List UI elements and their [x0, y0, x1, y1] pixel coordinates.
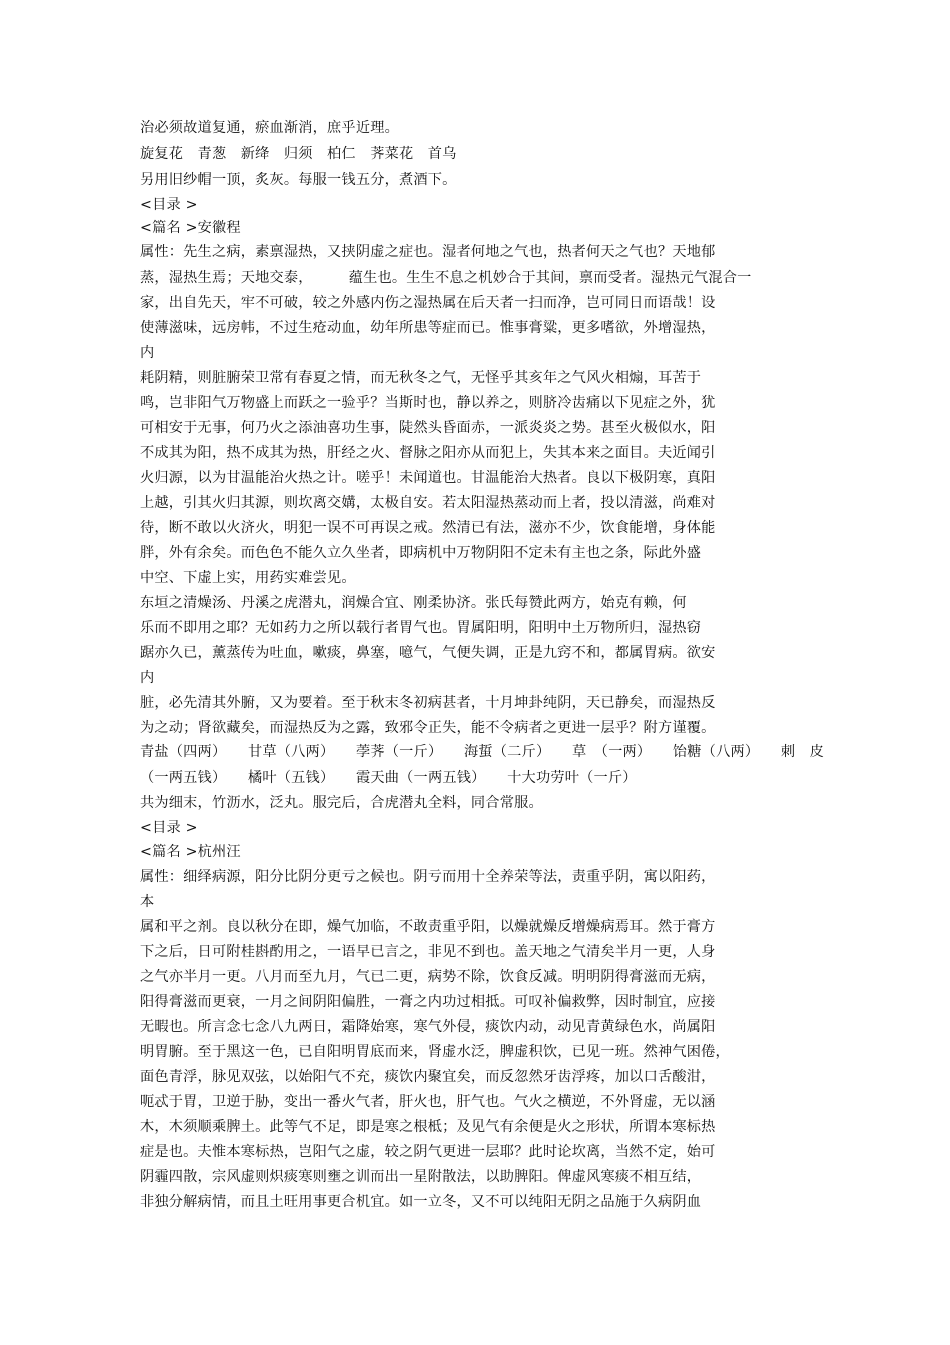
- text-line: 鸣，岂非阳气万物盛上而跃之一验乎？当斯时也，静以养之，则脐冷齿痛以下见症之外，犹: [140, 395, 716, 411]
- text-line: 属性：先生之病，素禀湿热，又挟阴虚之症也。湿者何地之气也，热者何天之气也？天地郁: [140, 244, 716, 260]
- text-line: 本: [140, 894, 155, 910]
- text-line: 之气亦半月一更。八月而至九月，气已二更，病势不除，饮食反减。明明阴得膏滋而无病，: [140, 969, 716, 985]
- text-line: 不成其为阳，热不成其为热，肝经之火、督脉之阳亦从而犯上，失其本来之面目。夫近闻引: [140, 445, 716, 461]
- text-line: 属性：细绎病源，阳分比阴分更亏之候也。阴亏而用十全养荣等法，责重乎阴，寓以阳药，: [140, 869, 716, 885]
- text-line: 下之后，日可附桂斟酌用之，一语早已言之，非见不到也。盖天地之气清矣半月一更，人身: [140, 944, 716, 960]
- text-line: 上越，引其火归其源，则坎离交媾，太极自安。若太阳湿热蒸动而上者，投以清滋，尚难对: [140, 495, 716, 511]
- text-line: 共为细末，竹沥水，泛丸。服完后，合虎潜丸全料，同合常服。: [140, 795, 543, 811]
- text-line: 中空、下虚上实，用药实难尝见。: [140, 570, 356, 586]
- text-line: 另用旧纱帽一顶，炙灰。每服一钱五分，煮酒下。: [140, 172, 457, 188]
- text-line: 面色青浮，脉见双弦，以始阳气不充，痰饮内聚宜矣，而反忽然牙齿浮疼，加以口舌酸泔，: [140, 1069, 716, 1085]
- text-line: 无暇也。所言念七念八九两日，霜降始寒，寒气外侵，痰饮内动，动见青黄绿色水，尚属阳: [140, 1019, 716, 1035]
- text-line: 旋复花 青葱 新绛 归须 柏仁 荠菜花 首乌: [140, 146, 457, 162]
- text-line: 乐而不即用之耶？无如药力之所以载行者胃气也。胃属阳明，阳明中土万物所归，湿热窃: [140, 620, 702, 636]
- text-line: 症是也。夫惟本寒标热，岂阳气之虚，较之阴气更进一层耶？此时论坎离，当然不定，始可: [140, 1144, 716, 1160]
- text-line: 火归源，以为甘温能治火热之计。嗟乎！未闻道也。甘温能治大热者。良以下极阴寒，真阳: [140, 470, 716, 486]
- text-line: 非独分解病情，而且土旺用事更合机宜。如一立冬，又不可以纯阳无阴之品施于久病阴血: [140, 1194, 702, 1210]
- text-line: 木，木须顺乘脾土。此等气不足，即是寒之根柢；及见气有余便是火之形状，所谓本寒标热: [140, 1119, 716, 1135]
- text-line: 踞亦久已，薰蒸传为吐血，嗽痰，鼻塞，噫气，气便失调，正是九窍不和，都属胃病。欲安: [140, 645, 716, 661]
- text-line: 可相安于无事，何乃火之添油喜功生事，陡然头昏面赤，一派炎炎之势。甚至火极似水，阳: [140, 420, 716, 436]
- text-line: 脏，必先清其外腑，又为要着。至于秋末冬初病甚者，十月坤卦纯阴，天已静矣，而湿热反: [140, 695, 716, 711]
- text-line: 为之动；肾欲藏矣，而湿热反为之露，致邪令正失，能不令病者之更进一层乎？附方谨覆。: [140, 720, 716, 736]
- ingredient-line: 青盐（四两） 甘草（八两） 荸荠（一斤） 海蜇（二斤） 草 （一两） 饴糖（八两） 刺 皮: [140, 744, 825, 760]
- text-line: 属和平之剂。良以秋分在即，燥气加临，不敢责重乎阳，以燥就燥反增燥病焉耳。然于膏方: [140, 919, 716, 935]
- toc-link[interactable]: <目录 >: [140, 197, 198, 213]
- text-line: 胖，外有余矣。而色色不能久立久坐者，即病机中万物阴阳不定未有主也之条，际此外盛: [140, 545, 702, 561]
- text-line: 呃忒于胃，卫逆于胁，变出一番火气者，肝火也，肝气也。气火之横逆，不外肾虚，无以涵: [140, 1094, 716, 1110]
- text-line: 耗阴精，则脏腑荣卫常有春夏之情，而无秋冬之气，无怪乎其亥年之气风火相煽，耳苦于: [140, 370, 702, 386]
- text-line: 东垣之清燥汤、丹溪之虎潜丸，润燥合宜、刚柔协济。张氏每赞此两方，始克有赖，何: [140, 595, 687, 611]
- text-line: 使薄滋味，远房帏，不过生疮动血，幼年所患等症而已。惟事膏粱，更多嗜欲，外增湿热，: [140, 320, 716, 336]
- section-title: <篇名 >杭州汪: [140, 844, 241, 860]
- toc-link[interactable]: <目录 >: [140, 820, 198, 836]
- text-line: 家，出自先天，牢不可破，较之外感内伤之湿热属在后天者一扫而净，岂可同日而语哉！设: [140, 295, 716, 311]
- text-line: 待，断不敢以火济火，明犯一误不可再误之戒。然清已有法，滋亦不少，饮食能增，身体能: [140, 520, 716, 536]
- text-line: 阴霾四散，宗风虚则炽痰寒则壅之训而出一星附散法，以助脾阳。俾虚风寒痰不相互结，: [140, 1169, 702, 1185]
- text-line: 阳得膏滋而更衰，一月之间阴阳偏胜，一膏之内功过相抵。可叹补偏救弊，因时制宜，应接: [140, 994, 716, 1010]
- text-line: 内: [140, 345, 155, 361]
- text-line: 明胃腑。至于黑这一色，已自阳明胃底而来，肾虚水泛，脾虚积饮，已见一班。然神气困倦，: [140, 1044, 730, 1060]
- ingredient-line: （一两五钱） 橘叶（五钱） 霞天曲（一两五钱） 十大功劳叶（一斤）: [140, 770, 637, 786]
- text-line: 内: [140, 670, 155, 686]
- section-title: <篇名 >安徽程: [140, 220, 241, 236]
- text-line: 治必须故道复通，瘀血渐消，庶乎近理。: [140, 120, 399, 136]
- text-line: 蒸，湿热生焉；天地交泰， 蕴生也。生生不息之机妙合于其间，禀而受者。湿热元气混合一: [140, 270, 752, 286]
